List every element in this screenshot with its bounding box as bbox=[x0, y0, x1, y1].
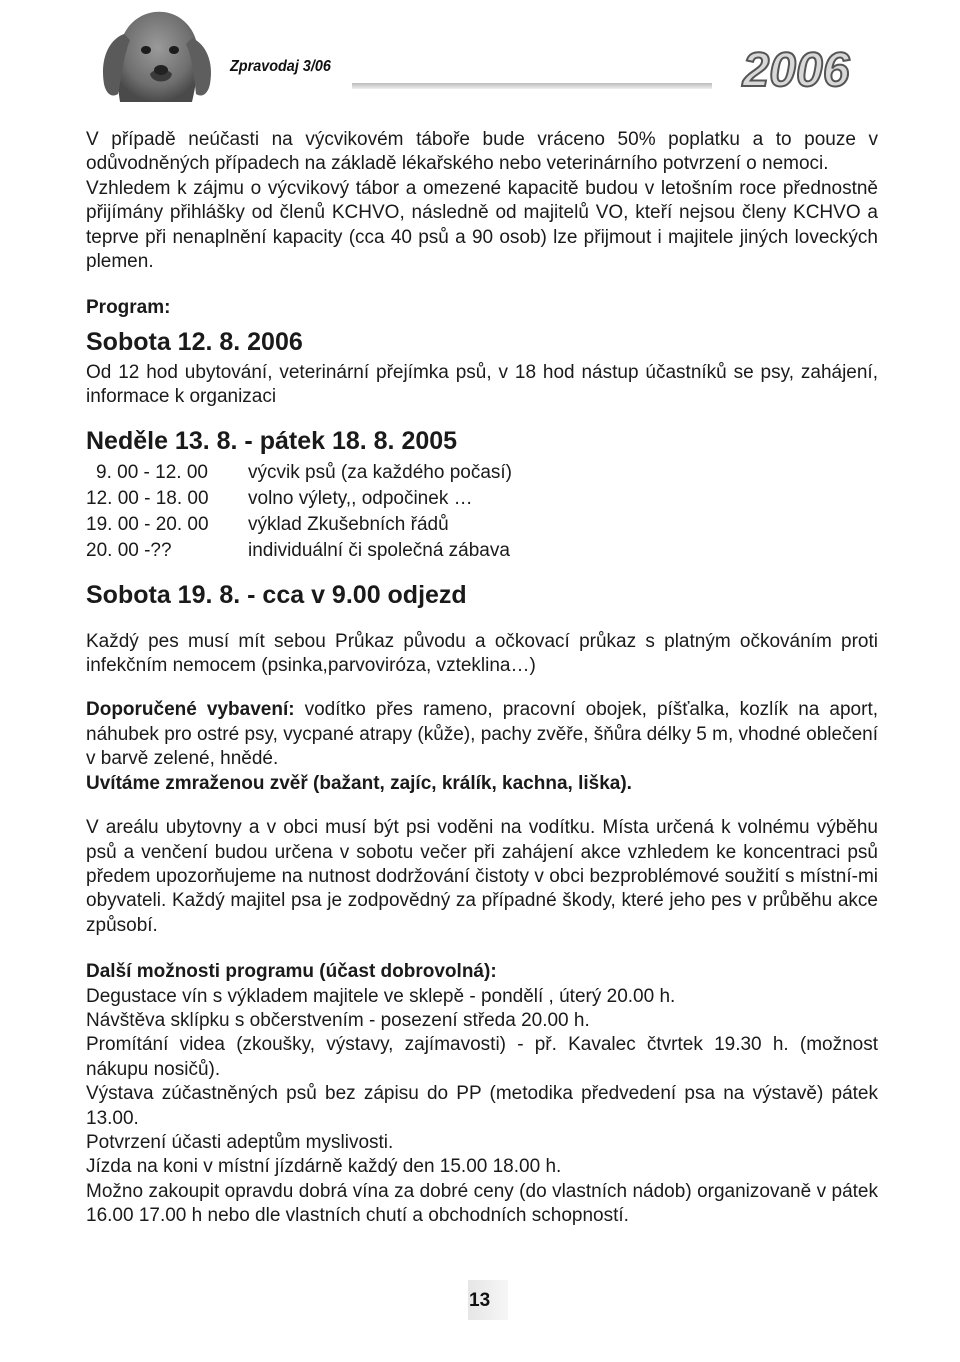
extra-item: Výstava zúčastněných psů bez zápisu do PP (metodika předvedení psa na výstavě) pátek 13.00. bbox=[86, 1083, 878, 1129]
page-number: 13 bbox=[469, 1290, 491, 1311]
extra-program-heading: Další možnosti programu (účast dobrovolná): bbox=[86, 961, 497, 983]
extra-item: Degustace vín s výkladem majitele ve sklepě - pondělí , úterý 20.00 h. bbox=[86, 985, 676, 1007]
schedule-row bbox=[86, 538, 878, 564]
newsletter-title: Zpravodaj 3/06 bbox=[230, 58, 331, 75]
extra-item: Návštěva sklípku s občerstvením - posezení středa 20.00 h. bbox=[86, 1009, 590, 1031]
article-body bbox=[86, 128, 878, 1229]
schedule-activity: výklad Zkušebních řádů bbox=[248, 513, 449, 535]
extra-item: Možno zakoupit opravdu dobrá vína za dobré ceny (do vlastních nádob) organizovaně v pátek 16.00 17.00 h nebo dle vlastních chutí a obchodních schopností. bbox=[86, 1180, 878, 1227]
schedule-time: 19. 00 - 20. 00 bbox=[86, 513, 209, 535]
documents-note: Každý pes musí mít sebou Průkaz původu a očkovací průkaz s platným očkováním proti infekčním nemocem (psinka,parvoviróza, vzteklina…) bbox=[86, 630, 878, 677]
dog-photo-image bbox=[80, 4, 230, 104]
schedule-row bbox=[86, 486, 878, 512]
header-year: 2006 bbox=[742, 44, 850, 96]
equipment-text: vodítko přes rameno, pracovní obojek, píšťalka, kozlík na aport, náhubek pro ostré psy, vycpané atrapy (kůže), pachy zvěře, šňůra délky 5 m, vhodné oblečení v barvě zelené, hnědé. bbox=[86, 699, 878, 770]
page-header bbox=[0, 0, 960, 110]
refund-paragraph: V případě neúčasti na výcvikovém táboře bude vráceno 50% poplatku a to pouze v odůvodněných případech na základě lékařského nebo veterinárního potvrzení o nemoci. bbox=[86, 129, 878, 175]
day1-text: Od 12 hod ubytování, veterinární přejímka psů, v 18 hod nástup účastníků se psy, zahájení, informace k organizaci bbox=[86, 361, 878, 408]
schedule-time: 20. 00 -?? bbox=[86, 539, 172, 561]
leash-paragraph: V areálu ubytovny a v obci musí být psi voděni na vodítku. Místa určená k volnému výběhu psů a venčení budou určena v sobotu večer při zahájení akce vzhledem ke koncentraci psů předem upozorňujeme na nutnost dodržování čistoty v obci bezproblémové soužití s místní-mi obyvateli. Každý majitel psa je zodpovědný za případné škody, které jeho pes v průběhu akce způsobí. bbox=[86, 817, 878, 936]
header-rule bbox=[352, 83, 712, 89]
day1-heading: Sobota 12. 8. 2006 bbox=[86, 327, 303, 356]
equipment-paragraph bbox=[86, 698, 878, 771]
page-number-box bbox=[462, 1280, 502, 1320]
schedule-row bbox=[86, 460, 878, 486]
day2-heading: Neděle 13. 8. - pátek 18. 8. 2005 bbox=[86, 426, 458, 455]
schedule-time: 12. 00 - 18. 00 bbox=[86, 487, 209, 509]
year-logo bbox=[712, 40, 882, 96]
extra-item: Promítání videa (zkoušky, výstavy, zajímavosti) - př. Kavalec čtvrtek 19.30 h. (možnost nákupu nosičů). bbox=[86, 1034, 878, 1080]
daily-schedule bbox=[86, 460, 878, 564]
capacity-paragraph: Vzhledem k zájmu o výcvikový tábor a omezené kapacitě budou v letošním roce přednostně přijímány přihlášky od členů KCHVO, následně od majitelů VO, kteří nejsou členy KCHVO a teprve při nenaplnění kapacity (cca 40 psů a 90 osob) lze přijmout i majitele jiných loveckých plemen. bbox=[86, 177, 878, 273]
extra-item: Potvrzení účasti adeptům myslivosti. bbox=[86, 1131, 394, 1153]
equipment-label: Doporučené vybavení: bbox=[86, 699, 295, 721]
extra-item: Jízda na koni v místní jízdárně každý den 15.00 18.00 h. bbox=[86, 1156, 562, 1178]
schedule-activity: výcvik psů (za každého počasí) bbox=[248, 461, 513, 483]
schedule-row bbox=[86, 512, 878, 538]
schedule-time: 9. 00 - 12. 00 bbox=[96, 461, 208, 483]
day3-heading: Sobota 19. 8. - cca v 9.00 odjezd bbox=[86, 580, 467, 609]
schedule-activity: volno výlety,, odpočinek … bbox=[248, 487, 473, 509]
schedule-activity: individuální či společná zábava bbox=[248, 539, 510, 561]
game-welcome: Uvítáme zmraženou zvěř (bažant, zajíc, králík, kachna, liška). bbox=[86, 772, 632, 794]
program-label: Program: bbox=[86, 297, 171, 319]
